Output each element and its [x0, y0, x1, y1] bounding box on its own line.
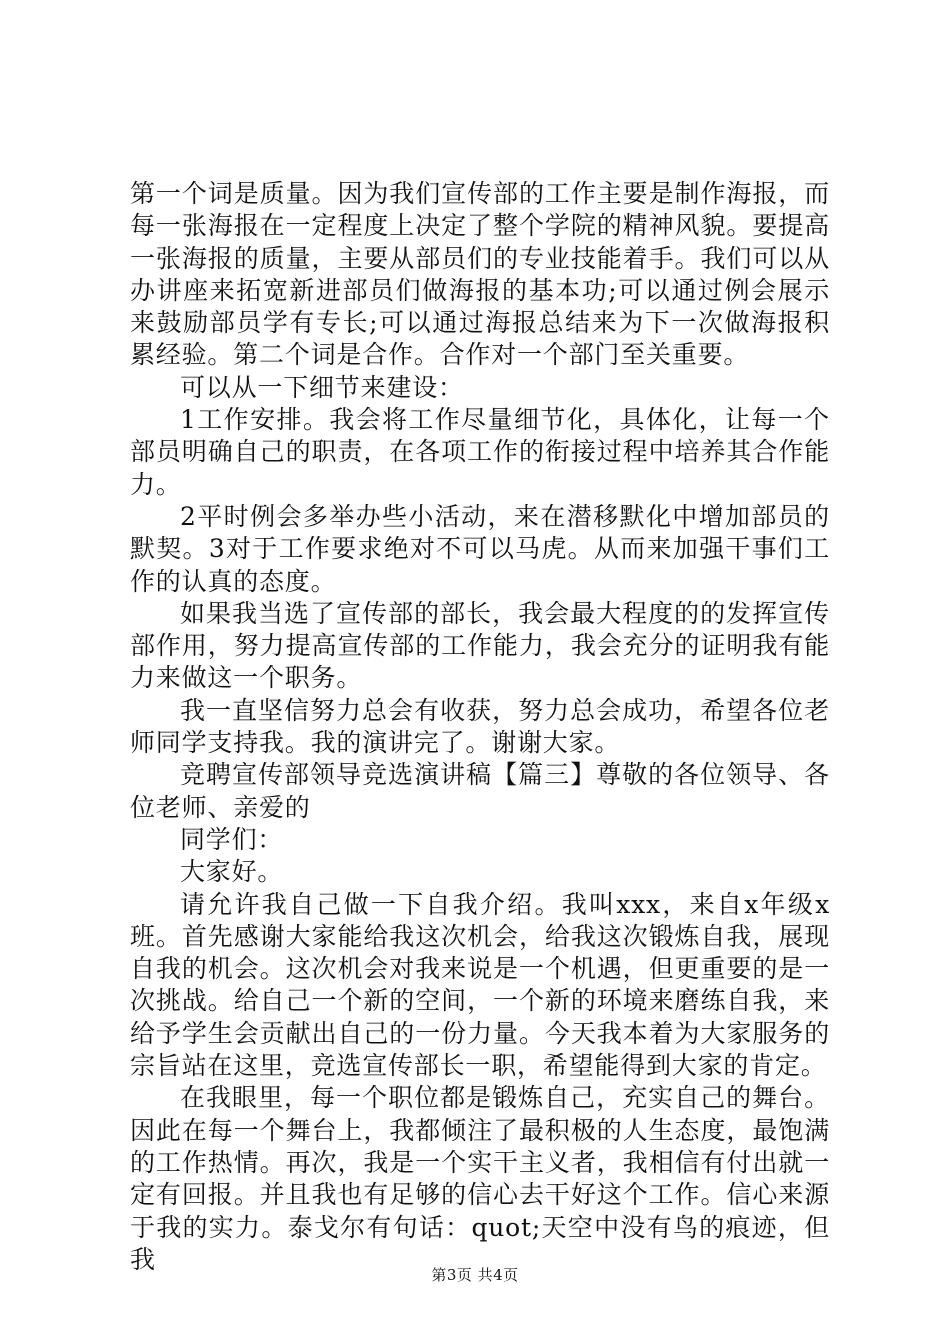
- paragraph-details-intro: 可以从一下细节来建设：: [180, 372, 464, 402]
- paragraph-regular-meetings: 2平时例会多举办些小活动，来在潜移默化中增加部员的默契。3对于工作要求绝对不可以马虎。从而来加强干事们工作的认真的态度。: [130, 501, 830, 596]
- paragraph-work-arrangement: 1工作安排。我会将工作尽量细节化，具体化，让每一个部员明确自己的职责，在各项工作的衔接过程中培养其合作能力。: [130, 405, 830, 499]
- paragraph-if-elected: 如果我当选了宣传部的部长，我会最大程度的的发挥宣传部作用，努力提高宣传部的工作能力，我会充分的证明我有能力来做这一个职务。: [130, 598, 830, 693]
- paragraph-self-introduction: 请允许我自己做一下自我介绍。我叫xxx，来自x年级x班。首先感谢大家能给我这次机会，给我这次锻炼自我，展现自我的机会。这次机会对我来说是一个机遇，但更重要的是一次挑战。给自己一个新的空间，一个新的环境来磨练自我，来给予学生会贡献出自己的一份力量。今天我本着为大家服务的宗旨站在这里，竞选宣传部长一职，希望能得到大家的肯定。: [130, 889, 830, 1081]
- page-number: 第3页 共4页: [431, 1266, 519, 1284]
- paragraph-section-three-heading: 竞聘宣传部领导竞选演讲稿【篇三】尊敬的各位领导、各位老师、亲爱的: [130, 760, 830, 822]
- paragraph-salutation: 同学们：: [180, 824, 284, 854]
- paragraph-quality: 第一个词是质量。因为我们宣传部的工作主要是制作海报，而每一张海报在一定程度上决定了整个学院的精神风貌。要提高一张海报的质量，主要从部员们的专业技能着手。我们可以从办讲座来拓宽新进部员们做海报的基本功;可以通过例会展示来鼓励部员学有专长;可以通过海报总结来为下一次做海报积累经验。第二个词是合作。合作对一个部门至关重要。: [130, 179, 830, 370]
- paragraph-closing: 我一直坚信努力总会有收获，努力总会成功，希望各位老师同学支持我。我的演讲完了。谢谢大家。: [130, 695, 830, 758]
- paragraph-greeting: 大家好。: [180, 857, 284, 887]
- page-footer: [0, 1265, 950, 1285]
- paragraph-stage: 在我眼里，每一个职位都是锻炼自己，充实自己的舞台。因此在每一个舞台上，我都倾注了最积极的人生态度，最饱满的工作热情。再次，我是一个实干主义者，我相信有付出就一定有回报。并且我也有足够的信心去干好这个工作。信心来源于我的实力。泰戈尔有句话：quot;天空中没有鸟的痕迹，但我: [130, 1083, 830, 1274]
- document-body: [130, 178, 830, 1276]
